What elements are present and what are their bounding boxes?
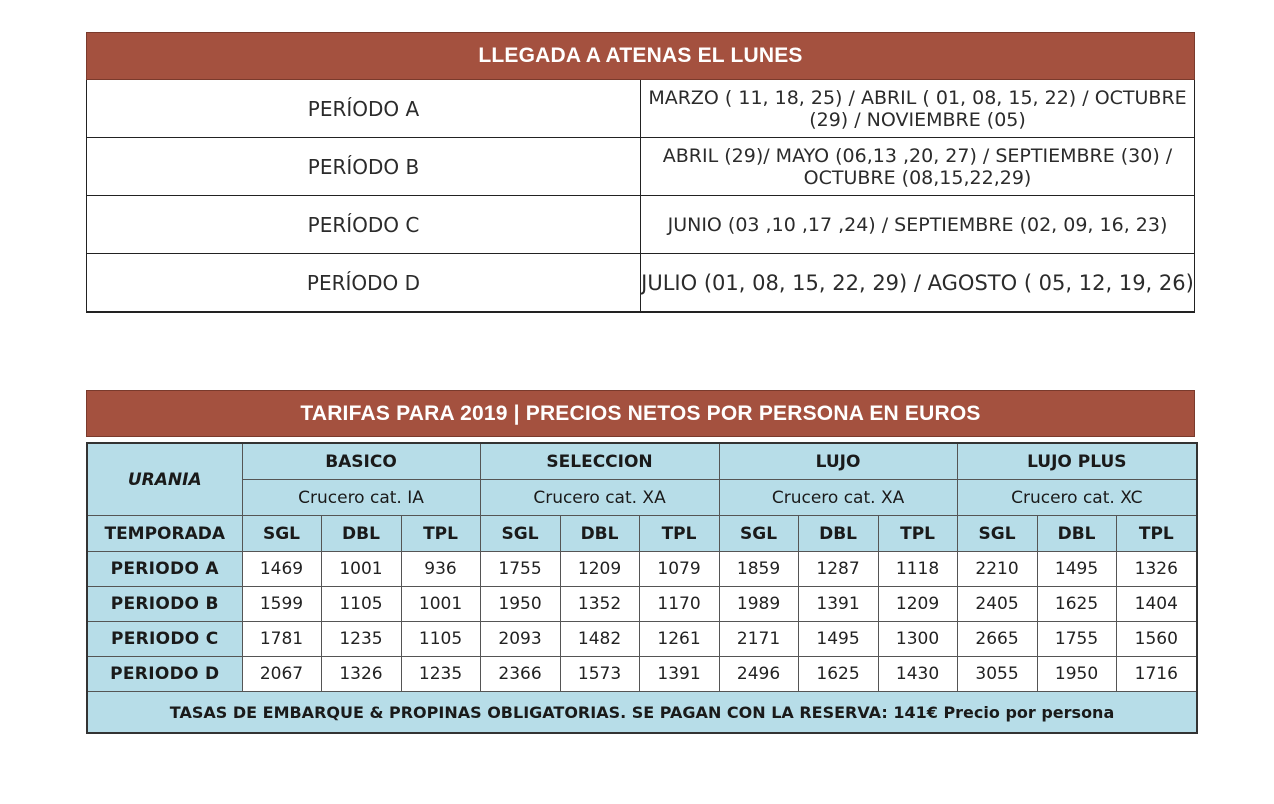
table-row (87, 196, 1195, 254)
period-label: PERÍODO D (87, 254, 641, 313)
price-cell: 1599 (242, 587, 321, 622)
cabin-category: Crucero cat. XA (480, 480, 719, 516)
occupancy-header: SGL (957, 516, 1037, 552)
price-cell: 1001 (321, 552, 401, 587)
price-cell: 1105 (321, 587, 401, 622)
price-cell: 1625 (1037, 587, 1116, 622)
price-cell: 2665 (957, 622, 1037, 657)
price-cell: 1989 (719, 587, 798, 622)
price-cell: 1235 (321, 622, 401, 657)
price-cell: 1326 (321, 657, 401, 692)
table-row (87, 254, 1195, 313)
price-cell: 1482 (560, 622, 639, 657)
price-cell: 1560 (1116, 622, 1197, 657)
period-label: PERÍODO C (87, 196, 641, 254)
table-row (87, 657, 1197, 692)
cabin-category: Crucero cat. IA (242, 480, 480, 516)
price-cell: 1391 (639, 657, 719, 692)
period-dates: JUNIO (03 ,10 ,17 ,24) / SEPTIEMBRE (02, 09, 16, 23) (641, 196, 1195, 254)
ship-name: URANIA (87, 443, 242, 516)
period-row-label: PERIODO A (87, 552, 242, 587)
occupancy-header: TPL (401, 516, 480, 552)
table-row (87, 622, 1197, 657)
price-cell: 1391 (798, 587, 878, 622)
period-row-label: PERIODO C (87, 622, 242, 657)
occupancy-header: DBL (560, 516, 639, 552)
price-cell: 2210 (957, 552, 1037, 587)
price-cell: 1404 (1116, 587, 1197, 622)
period-dates: ABRIL (29)/ MAYO (06,13 ,20, 27) / SEPTIEMBRE (30) / OCTUBRE (08,15,22,29) (641, 138, 1195, 196)
price-cell: 1495 (1037, 552, 1116, 587)
price-cell: 1209 (878, 587, 957, 622)
occupancy-header: TPL (1116, 516, 1197, 552)
table-row (87, 80, 1195, 138)
occupancy-header: DBL (321, 516, 401, 552)
price-cell: 3055 (957, 657, 1037, 692)
period-dates: MARZO ( 11, 18, 25) / ABRIL ( 01, 08, 15, 22) / OCTUBRE (29) / NOVIEMBRE (05) (641, 80, 1195, 138)
cabin-category: Crucero cat. XA (719, 480, 957, 516)
period-label: PERÍODO A (87, 80, 641, 138)
occupancy-header: TPL (878, 516, 957, 552)
price-cell: 2366 (480, 657, 560, 692)
season-header: TEMPORADA (87, 516, 242, 552)
price-cell: 2171 (719, 622, 798, 657)
price-cell: 1118 (878, 552, 957, 587)
price-cell: 2067 (242, 657, 321, 692)
table-row (87, 552, 1197, 587)
cabin-category: Crucero cat. XC (957, 480, 1197, 516)
occupancy-header: SGL (480, 516, 560, 552)
price-cell: 1261 (639, 622, 719, 657)
price-cell: 936 (401, 552, 480, 587)
price-cell: 2496 (719, 657, 798, 692)
rates-table (86, 442, 1198, 734)
price-cell: 1430 (878, 657, 957, 692)
footer-note (87, 692, 1197, 734)
footer-price-note: Precio por persona (943, 702, 1115, 722)
arrival-table-title: LLEGADA A ATENAS EL LUNES (87, 33, 1195, 80)
price-cell: 1300 (878, 622, 957, 657)
price-cell: 1001 (401, 587, 480, 622)
occupancy-header: TPL (639, 516, 719, 552)
price-cell: 1950 (1037, 657, 1116, 692)
price-cell: 2093 (480, 622, 560, 657)
price-cell: 1287 (798, 552, 878, 587)
price-cell: 1950 (480, 587, 560, 622)
price-cell: 1716 (1116, 657, 1197, 692)
category-seleccion: SELECCION (480, 443, 719, 480)
price-cell: 1209 (560, 552, 639, 587)
occupancy-header: SGL (242, 516, 321, 552)
price-cell: 2405 (957, 587, 1037, 622)
occupancy-header: SGL (719, 516, 798, 552)
price-cell: 1235 (401, 657, 480, 692)
occupancy-header: DBL (798, 516, 878, 552)
price-cell: 1352 (560, 587, 639, 622)
occupancy-header: DBL (1037, 516, 1116, 552)
price-cell: 1079 (639, 552, 719, 587)
price-cell: 1781 (242, 622, 321, 657)
rates-table-title: TARIFAS PARA 2019 | PRECIOS NETOS POR PERSONA EN EUROS (86, 390, 1195, 437)
price-cell: 1755 (480, 552, 560, 587)
period-row-label: PERIODO D (87, 657, 242, 692)
category-basico: BASICO (242, 443, 480, 480)
price-cell: 1469 (242, 552, 321, 587)
price-cell: 1573 (560, 657, 639, 692)
price-cell: 1755 (1037, 622, 1116, 657)
footer-fees: TASAS DE EMBARQUE & PROPINAS OBLIGATORIAS. SE PAGAN CON LA RESERVA: 141€ (169, 702, 938, 722)
period-label: PERÍODO B (87, 138, 641, 196)
period-row-label: PERIODO B (87, 587, 242, 622)
category-lujo: LUJO (719, 443, 957, 480)
table-row (87, 138, 1195, 196)
price-cell: 1625 (798, 657, 878, 692)
category-lujo-plus: LUJO PLUS (957, 443, 1197, 480)
arrival-periods-table (86, 32, 1195, 313)
price-cell: 1105 (401, 622, 480, 657)
price-cell: 1495 (798, 622, 878, 657)
price-cell: 1859 (719, 552, 798, 587)
period-dates: JULIO (01, 08, 15, 22, 29) / AGOSTO ( 05, 12, 19, 26) (641, 254, 1195, 313)
table-row (87, 587, 1197, 622)
price-cell: 1170 (639, 587, 719, 622)
price-cell: 1326 (1116, 552, 1197, 587)
